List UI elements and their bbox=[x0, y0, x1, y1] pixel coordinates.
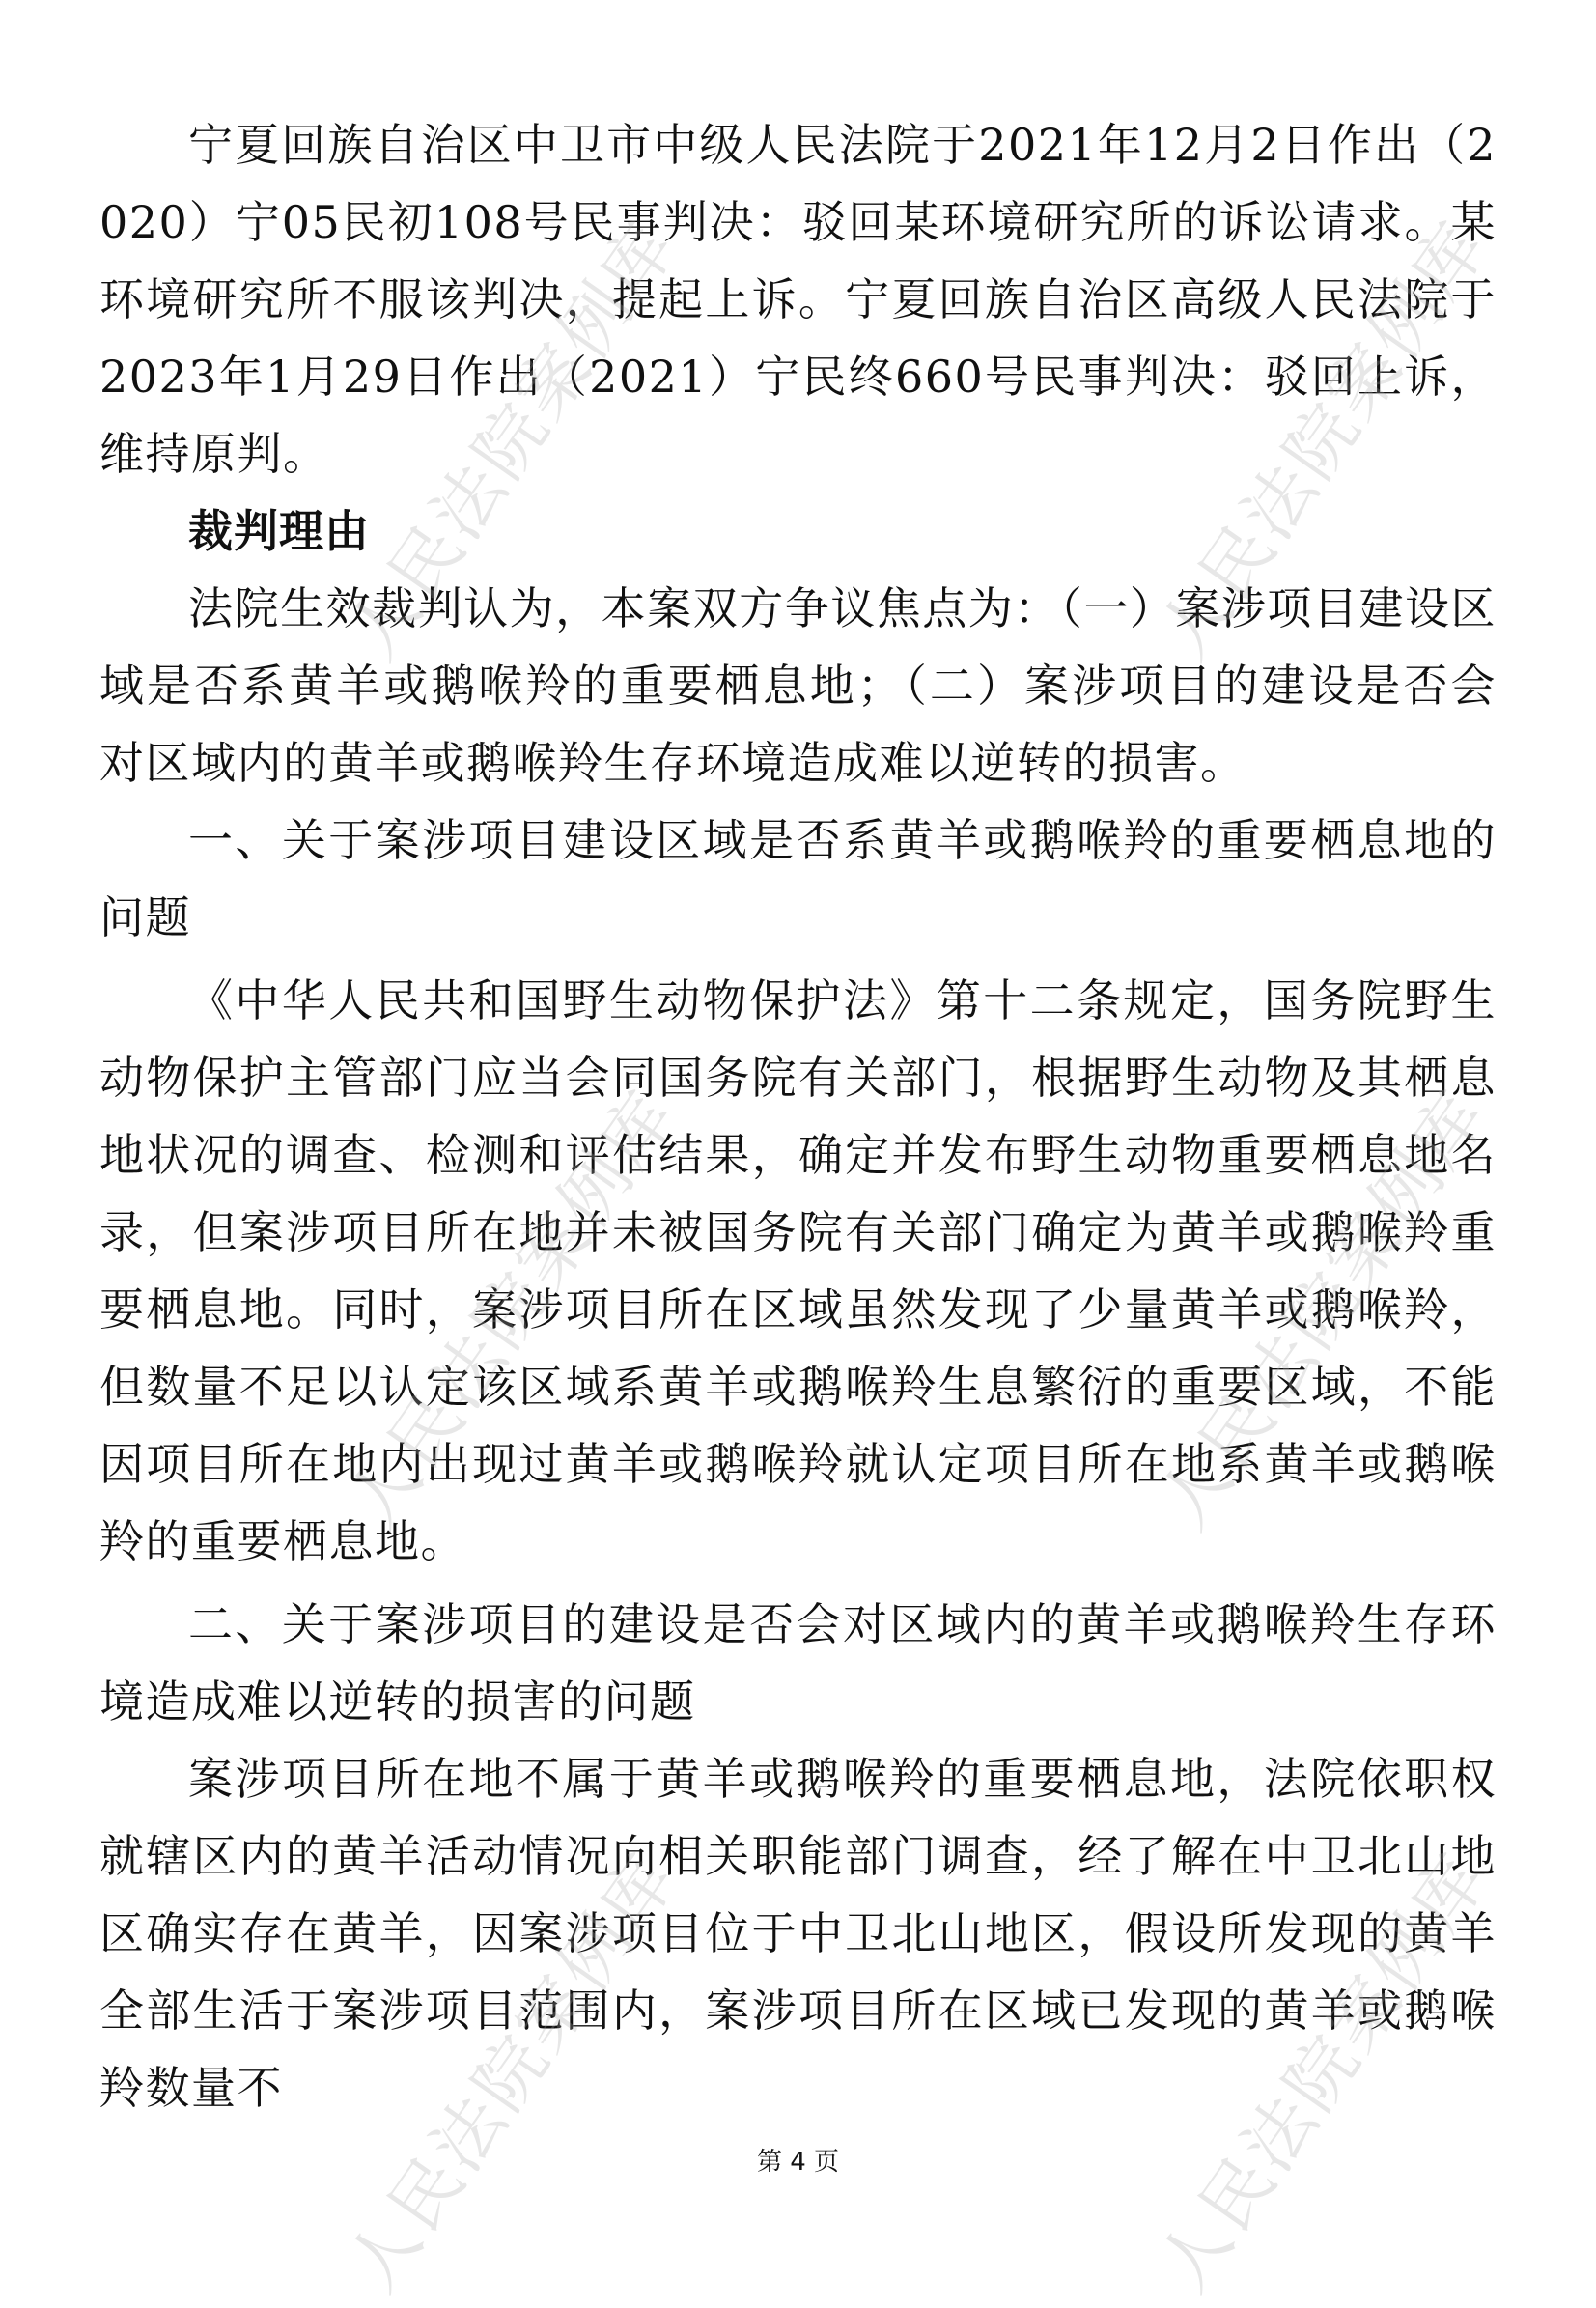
paragraph-issue-two-title: 二、关于案涉项目的建设是否会对区域内的黄羊或鹅喉羚生存环境造成难以逆转的损害的问题 bbox=[99, 1598, 1497, 1728]
watermark-text: 人民法院案例库 bbox=[331, 206, 693, 674]
paragraph-dispute-focus: 法院生效裁判认为，本案双方争议焦点为：（一）案涉项目建设区域是否系黄羊或鹅喉羚的重要栖息地；（二）案涉项目的建设是否会对区域内的黄羊或鹅喉羚生存环境造成难以逆转的损害。 bbox=[99, 582, 1497, 789]
paragraph-issue-two-body: 案涉项目所在地不属于黄羊或鹅喉羚的重要栖息地，法院依职权就辖区内的黄羊活动情况向相关职能部门调查，经了解在中卫北山地区确实存在黄羊，因案涉项目位于中卫北山地区，假设所发现的黄羊全部生活于案涉项目范围内，案涉项目所在区域已发现的黄羊或鹅喉羚数量不 bbox=[99, 1753, 1497, 2114]
section-heading-reasoning: 裁判理由 bbox=[188, 505, 370, 557]
paragraph-procedural-history: 宁夏回族自治区中卫市中级人民法院于2021年12月2日作出（2020）宁05民初108号民事判决：驳回某环境研究所的诉讼请求。某环境研究所不服该判决，提起上诉。宁夏回族自治区高级人民法院于2023年1月29日作出（2021）宁民终660号民事判决：驳回上诉，维持原判。 bbox=[99, 119, 1497, 480]
page-number: 第 4 页 bbox=[756, 2148, 840, 2177]
watermark-text: 人民法院案例库 bbox=[1142, 1838, 1504, 2306]
paragraph-issue-one-title: 一、关于案涉项目建设区域是否系黄羊或鹅喉羚的重要栖息地的问题 bbox=[99, 814, 1497, 943]
watermark-text: 人民法院案例库 bbox=[331, 1075, 693, 1543]
paragraph-issue-one-body: 《中华人民共和国野生动物保护法》第十二条规定，国务院野生动物保护主管部门应当会同国务院有关部门，根据野生动物及其栖息地状况的调查、检测和评估结果，确定并发布野生动物重要栖息地名录，但案涉项目所在地并未被国务院有关部门确定为黄羊或鹅喉羚重要栖息地。同时，案涉项目所在区域虽然发现了少量黄羊或鹅喉羚，但数量不足以认定该区域系黄羊或鹅喉羚生息繁衍的重要区域，不能因项目所在地内出现过黄羊或鹅喉羚就认定项目所在地系黄羊或鹅喉羚的重要栖息地。 bbox=[99, 974, 1497, 1567]
watermark-text: 人民法院案例库 bbox=[1142, 206, 1504, 674]
document-body bbox=[99, 106, 1497, 2126]
watermark-text: 人民法院案例库 bbox=[1142, 1075, 1504, 1543]
watermark-text: 人民法院案例库 bbox=[331, 1838, 693, 2306]
